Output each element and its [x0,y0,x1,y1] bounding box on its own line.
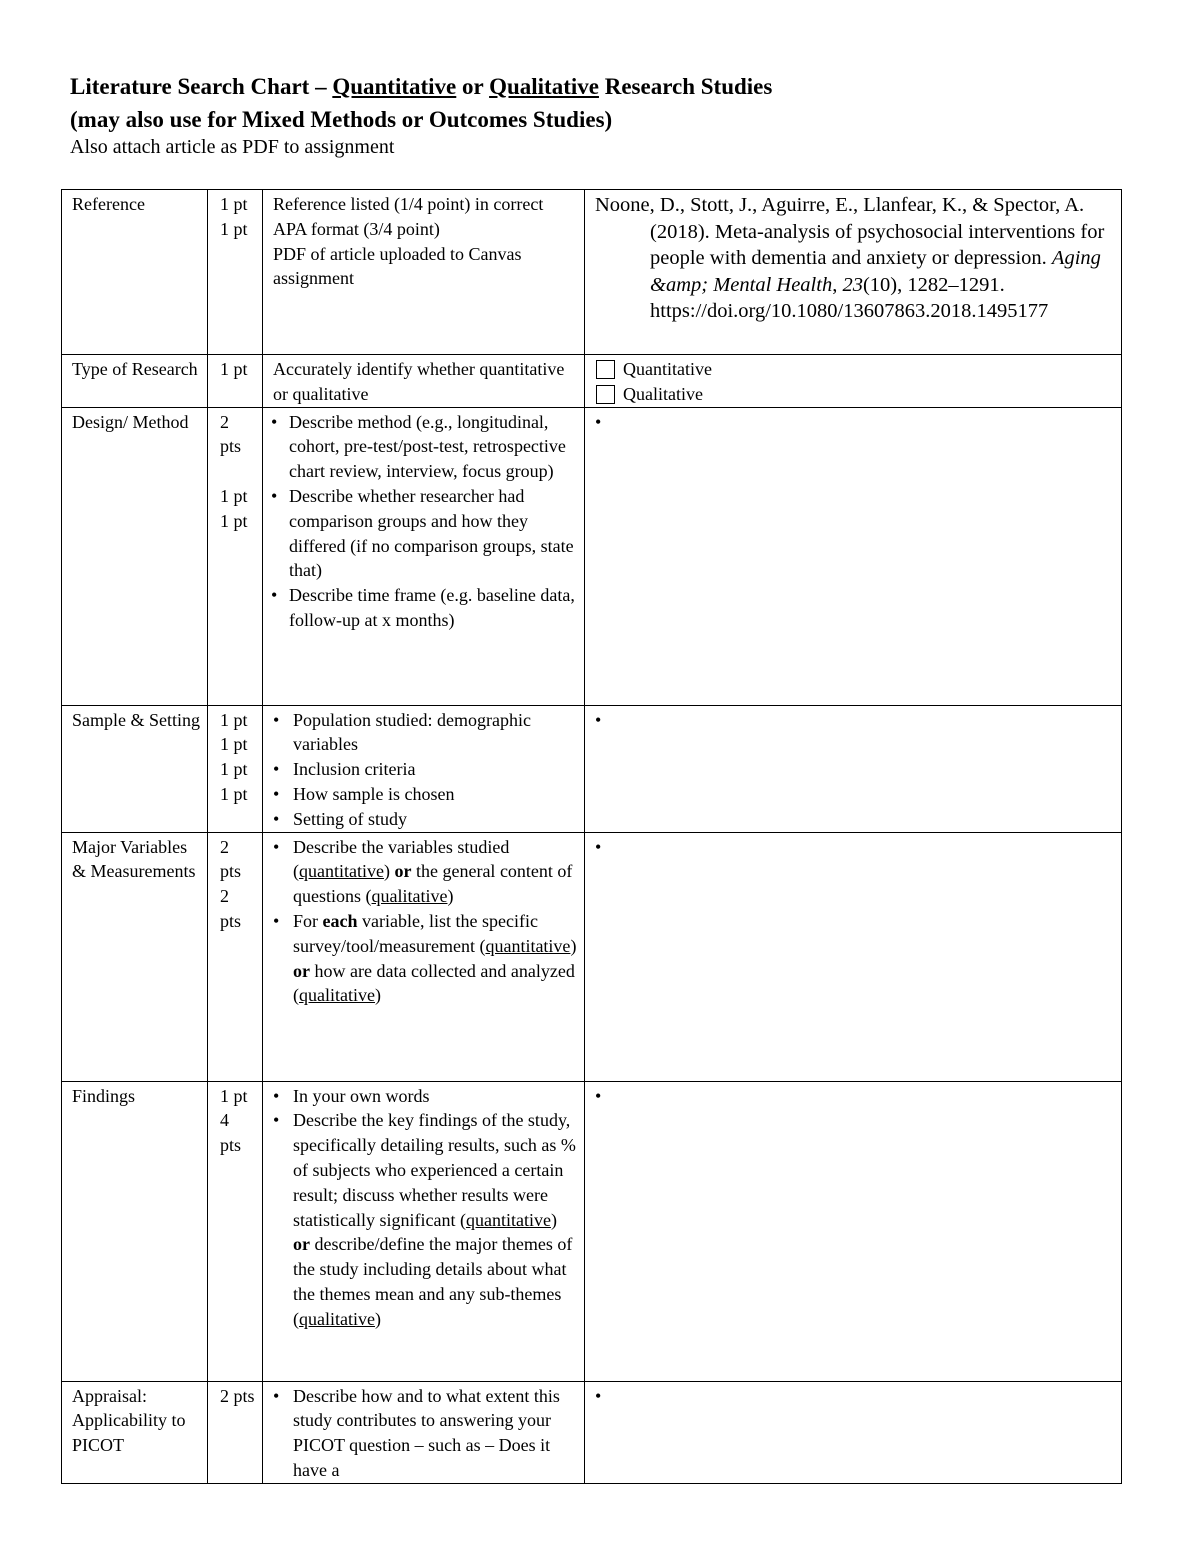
apa-reference [595,192,1113,325]
row-type-of-research [62,355,1122,408]
answer-bullet: • [595,709,602,730]
answer-cell[interactable] [585,832,1122,1081]
points-cell [208,1081,263,1381]
row-design-method [62,407,1122,705]
points-value: 1 pt [208,355,263,408]
row-label: Type of Research [62,355,208,408]
bullet-icon: • [273,1085,280,1106]
points-value: 2 pts [220,411,242,457]
list-item: • Describe time frame (e.g. baseline data, follow-up at x months) [271,585,575,630]
points-value: 1 pt [220,709,248,730]
title-suffix: Research Studies [598,74,773,99]
points-value: 1 pt [220,759,248,780]
title-quantitative: Quantitative [332,74,457,99]
points-cell [208,705,263,832]
points-value: 1 pt [220,1085,248,1106]
bullet-icon: • [273,836,280,857]
row-label: Design/ Method [62,407,208,705]
bullet-icon: • [273,1110,280,1131]
points-cell [208,407,263,705]
points-value: 1 pt [220,783,248,804]
criteria-list [269,708,578,832]
criteria-list [269,1084,578,1332]
points-value: 4 pts [220,1110,242,1156]
criteria-cell [263,832,585,1081]
answer-bullet: • [595,1385,602,1406]
answer-cell[interactable] [585,1081,1122,1381]
row-label: Reference [62,190,208,355]
points-cell [208,190,263,355]
criteria-cell [263,190,585,355]
points-value: 1 pt [220,510,248,531]
row-label: Appraisal: Applicability to PICOT [62,1381,208,1483]
list-item: • How sample is chosen [269,782,578,807]
bullet-icon: • [273,808,280,829]
criteria-cell [263,705,585,832]
points-cell [208,832,263,1081]
list-item: • In your own words [269,1084,578,1109]
bullet-icon: • [273,783,280,804]
reference-sep: , [832,273,843,296]
bullet-icon: • [273,759,280,780]
bullet-icon: • [273,910,280,931]
journal-name: Aging &amp; Mental Health [650,247,1101,296]
answer-cell[interactable] [585,1381,1122,1483]
row-label: Findings [62,1081,208,1381]
answer-cell[interactable] [585,407,1122,705]
chart-subtitle: (may also use for Mixed Methods or Outcomes Studies) [70,107,613,132]
chart-title [70,74,772,100]
list-item: • For each variable, list the specific survey/tool/measurement (quantitative) or how are data collected and analyzed (qualitative) [273,910,577,1006]
checkbox-icon[interactable] [596,385,615,404]
criteria-cell [263,1081,585,1381]
list-item: • Describe the variables studied (quantitative) or the general content of questions (qualitative) [273,836,573,907]
criteria-cell [263,407,585,705]
row-findings [62,1081,1122,1381]
title-or: or [456,74,490,99]
points-value: 1 pt [220,486,248,507]
criteria-list [269,835,578,1009]
row-label: Major Variables & Measurements [62,832,208,1081]
bullet-icon: • [271,485,278,506]
points-value: 1 pt [220,218,248,239]
checkbox-icon[interactable] [596,360,615,379]
list-item: • Setting of study [269,807,578,832]
list-item: • Describe how and to what extent this study contributes to answering your PICOT question – such as – Does it have a [273,1385,560,1480]
list-item: • Describe the key findings of the study, specifically detailing results, such as % of subjects who experienced a certain result; discuss whether results were statistically significant (quantitative) or describe/define the major themes of the study including details about what the themes mean and any sub-themes (qualitative) [273,1110,576,1329]
points-value: 2 pts [220,886,242,931]
row-reference [62,190,1122,355]
title-qualitative: Qualitative [489,74,599,99]
attach-note: Also attach article as PDF to assignment [70,136,395,158]
title-text: Literature Search Chart – [70,74,333,99]
journal-volume: 23 [842,273,863,296]
answer-cell [585,355,1122,408]
row-label: Sample & Setting [62,705,208,832]
points-value: 2 pts [220,836,242,882]
bullet-icon: • [271,585,278,606]
row-appraisal [62,1381,1122,1483]
row-sample-setting [62,705,1122,832]
literature-search-table [61,189,1122,1484]
bullet-icon: • [273,709,280,730]
list-item: • Describe method (e.g., longitudinal, cohort, pre-test/post-test, retrospective chart review, interview, focus group) [271,411,566,482]
list-item: • Population studied: demographic variables [273,709,531,755]
criteria-cell [263,1381,585,1483]
criteria-text: PDF of article uploaded to Canvas assignment [273,243,522,289]
points-value: 1 pt [220,194,248,214]
criteria-text: Reference listed (1/4 point) in correct APA format (3/4 point) [273,194,544,239]
option-qualitative[interactable] [595,382,1113,407]
reference-tail: (10), 1282–1291. https://doi.org/10.1080/13607863.2018.1495177 [650,273,1049,322]
list-item: • Describe whether researcher had comparison groups and how they differed (if no comparison groups, state that) [271,485,574,581]
criteria-text: Accurately identify whether quantitative or qualitative [263,355,585,408]
answer-bullet: • [595,411,602,432]
answer-bullet: • [595,836,602,857]
answer-bullet: • [595,1085,602,1106]
bullet-icon: • [271,411,278,432]
bullet-icon: • [273,1385,280,1406]
list-item: • Inclusion criteria [269,757,578,782]
answer-cell[interactable] [585,705,1122,832]
reference-text: Noone, D., Stott, J., Aguirre, E., Llanfear, K., & Spector, A. (2018). Meta-analysis of psychosocial interventions for people with dementia and anxiety or depression. [595,194,1105,269]
criteria-list [269,410,578,633]
option-label: Quantitative [623,359,712,379]
points-value: 2 pts [208,1381,263,1483]
option-quantitative[interactable] [595,357,1113,382]
criteria-list [269,1384,578,1483]
row-major-variables [62,832,1122,1081]
answer-cell[interactable] [585,190,1122,355]
option-label: Qualitative [623,383,703,404]
points-value: 1 pt [220,734,248,755]
